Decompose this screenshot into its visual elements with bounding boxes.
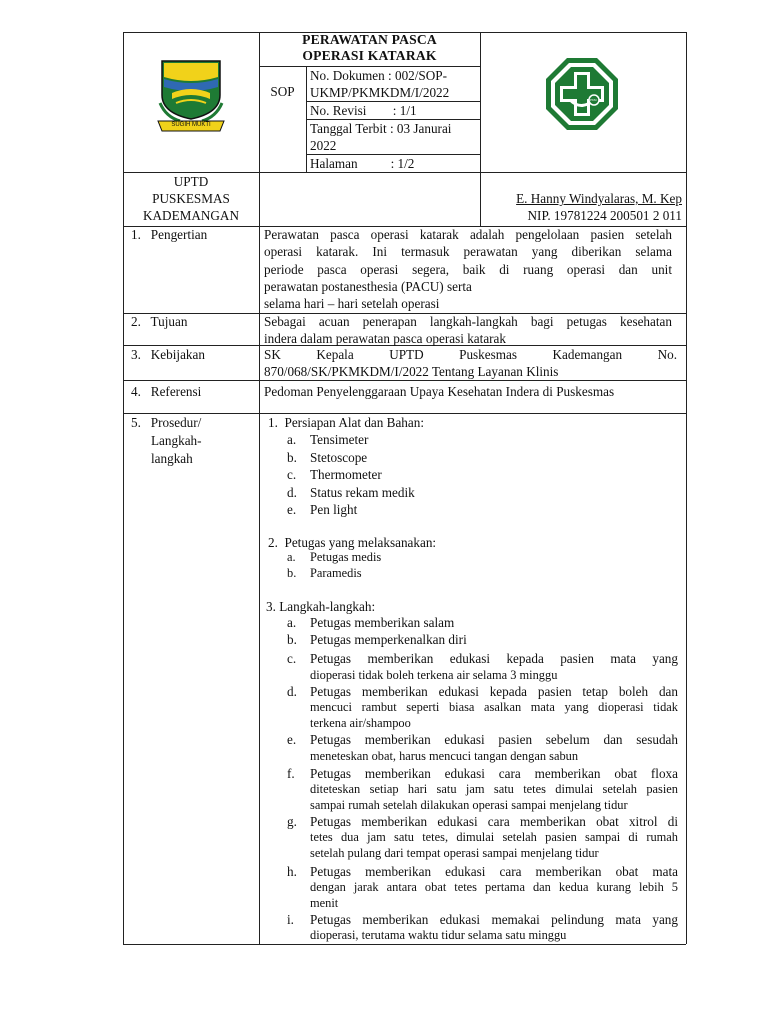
prosedur-heading-alat: 1. Persiapan Alat dan Bahan: <box>268 415 425 430</box>
table-border-right <box>686 32 687 944</box>
org-name-line1: UPTD <box>173 174 209 189</box>
list-item-letter: c. <box>287 651 297 666</box>
org-name-line2: PUSKESMAS <box>152 191 230 206</box>
kebijakan-line1: SK Kepala UPTD Puskesmas Kademangan No. <box>264 347 677 362</box>
list-item: Petugas memberikan edukasi cara memberikan obat xitrol di <box>310 814 678 829</box>
table-border-left <box>123 32 124 944</box>
puskesmas-logo-text: PKM <box>590 98 597 102</box>
list-item-letter: b. <box>287 632 297 647</box>
prosedur-heading-petugas: 2. Petugas yang melaksanakan: <box>268 535 437 550</box>
emblem-motto: SUGIH MUKTI <box>171 122 211 128</box>
section-label-referensi: 4. Referensi <box>131 384 202 399</box>
list-item: Petugas memberikan salam <box>310 615 455 630</box>
column-divider-right-logo <box>480 32 481 226</box>
list-item-letter: a. <box>287 615 297 630</box>
tujuan-line2: indera dalam perawatan pasca operasi katarak <box>264 331 507 346</box>
puskesmas-logo <box>544 56 620 132</box>
list-item-letter: a. <box>287 550 296 564</box>
list-item: Paramedis <box>310 566 362 580</box>
list-item: Petugas memberikan edukasi kepada pasien tetap boleh dan <box>310 684 678 699</box>
section-label-prosedur: 5. Prosedur/ <box>131 415 202 430</box>
list-item-letter: c. <box>287 467 297 482</box>
list-item: Pen light <box>310 502 358 517</box>
column-divider-label <box>259 32 260 944</box>
list-item-letter: f. <box>287 766 295 781</box>
health-cross-logo-icon <box>544 56 620 132</box>
list-item: Petugas memperkenalkan diri <box>310 632 467 647</box>
list-item: Tensimeter <box>310 432 369 447</box>
document-title-line2: OPERASI KATARAK <box>302 48 437 63</box>
referensi-line1: Pedoman Penyelenggaraan Upaya Kesehatan Indera di Puskesmas <box>264 384 615 399</box>
list-item: dengan jarak antara obat tetes pertama dan kedua kurang lebih 5 <box>310 880 678 894</box>
list-item: sampai rumah setelah dilakukan operasi sampai menjelang tidur <box>310 798 628 812</box>
doc-number-line1: No. Dokumen : 002/SOP- <box>310 68 448 83</box>
pengertian-line2: operasi katarak. Ini termasuk perawatan yang diberikan selama <box>264 244 672 259</box>
list-item: mencuci rambut seperti biasa asalkan mata yang dioperasi tidak <box>310 700 678 714</box>
list-item: Petugas memberikan edukasi pasien sebelum dan sesudah <box>310 732 678 747</box>
list-item: Stetoscope <box>310 450 368 465</box>
list-item-letter: a. <box>287 432 297 447</box>
list-item: Petugas memberikan edukasi memakai pelindung mata yang <box>310 912 678 927</box>
pengertian-line1: Perawatan pasca operasi katarak adalah pengelolaan pasien setelah <box>264 227 672 242</box>
section-label-prosedur-line2: Langkah- <box>151 433 202 448</box>
list-item: tetes dua jam satu tetes, dimulai setelah pasien sampai di rumah <box>310 830 678 844</box>
list-item: terkena air/shampoo <box>310 716 411 730</box>
list-item: meneteskan obat, harus mencuci tangan dengan sabun <box>310 749 579 763</box>
list-item-letter: d. <box>287 684 297 699</box>
pengertian-line3: periode pasca operasi segera, baik di ruang operasi dan unit <box>264 262 672 277</box>
list-item: Petugas memberikan edukasi cara memberikan obat mata <box>310 864 678 879</box>
revision-number: No. Revisi : 1/1 <box>310 103 417 118</box>
sop-label: SOP <box>270 84 295 99</box>
list-item-letter: b. <box>287 450 297 465</box>
list-item: dioperasi tidak boleh terkena air selama 3 minggu <box>310 668 558 682</box>
signer-nip: NIP. 19781224 200501 2 011 <box>527 208 682 223</box>
list-item-letter: e. <box>287 502 297 517</box>
issue-date-line2: 2022 <box>310 138 337 153</box>
document-title-line1: PERAWATAN PASCA <box>302 32 437 47</box>
list-item: diteteskan setiap hari satu jam satu tetes dimulai setelah pasien <box>310 782 678 796</box>
list-item: Thermometer <box>310 467 382 482</box>
list-item: dioperasi, terutama waktu tidur selama satu minggu <box>310 928 567 942</box>
list-item-letter: b. <box>287 566 297 580</box>
list-item: Petugas memberikan edukasi kepada pasien mata yang <box>310 651 678 666</box>
table-border-bottom <box>123 944 686 945</box>
tujuan-line1: Sebagai acuan penerapan langkah-langkah bagi petugas kesehatan <box>264 314 672 329</box>
list-item: Petugas medis <box>310 550 382 564</box>
list-item-letter: g. <box>287 814 297 829</box>
list-item-letter: e. <box>287 732 297 747</box>
section-label-pengertian: 1. Pengertian <box>131 227 208 242</box>
regional-emblem-logo <box>150 55 232 135</box>
section-label-kebijakan: 3. Kebijakan <box>131 347 205 362</box>
list-item: setelah pulang dari tempat operasi sampai menjelang tidur <box>310 846 599 860</box>
section-label-prosedur-line3: langkah <box>151 451 193 466</box>
prosedur-heading-langkah: 3. Langkah-langkah: <box>266 599 376 614</box>
section-label-tujuan: 2. Tujuan <box>131 314 188 329</box>
issue-date-line1: Tanggal Terbit : 03 Janurai <box>310 121 452 136</box>
signer-name: E. Hanny Windyalaras, M. Kep <box>516 191 682 206</box>
kebijakan-line2: 870/068/SK/PKMKDM/I/2022 Tentang Layanan Klinis <box>264 364 559 379</box>
column-divider-sop <box>306 66 307 172</box>
pengertian-line4: perawatan postanesthesia (PACU) serta <box>264 279 472 294</box>
org-name-line3: KADEMANGAN <box>143 208 239 223</box>
list-item: Status rekam medik <box>310 485 415 500</box>
page-count: Halaman : 1/2 <box>310 156 415 171</box>
list-item-letter: d. <box>287 485 297 500</box>
list-item-letter: h. <box>287 864 297 879</box>
list-item-letter: i. <box>287 912 294 927</box>
doc-number-line2: UKMP/PKMKDM/I/2022 <box>310 85 450 100</box>
pengertian-line5: selama hari – hari setelah operasi <box>264 296 440 311</box>
list-item: Petugas memberikan edukasi cara memberikan obat floxa <box>310 766 678 781</box>
list-item: menit <box>310 896 339 910</box>
